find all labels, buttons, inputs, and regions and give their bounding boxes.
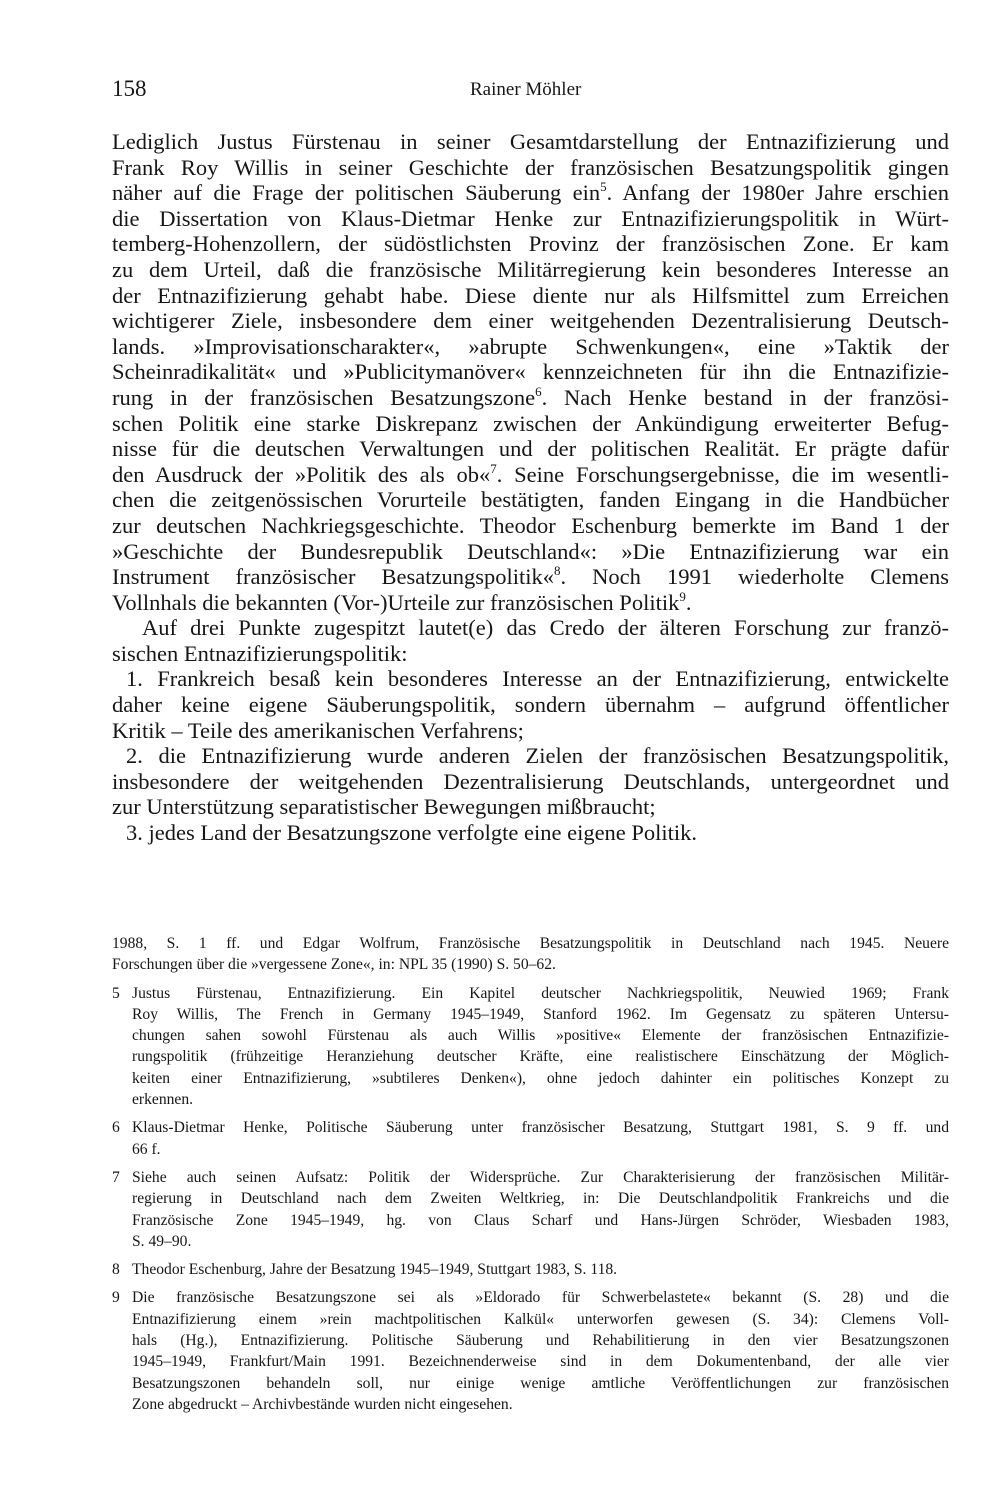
footnote-ref-9[interactable]: 9 [679,588,686,604]
footnote-line: hals (Hg.), Entnazifizierung. Politische Säuberung und Rehabilitierung in den vier Besatzungszonen [132,1332,949,1350]
text-line: näher auf die Frage der politischen Säuberung ein$^5$. Anfang der 1980er Jahre erschien [112,179,949,206]
footnote-line: Französische Zone 1945–1949, hg. von Claus Scharf und Hans-Jürgen Schröder, Wiesbaden 1983, [132,1211,949,1229]
list-item-1: 1. Frankreich besaß kein besonderes Interesse an der Entnazifizierung, entwickelte [126,666,949,692]
text-line: den Ausdruck der »Politik des als ob«$^7$. Seine Forschungsergebnisse, die im wesentli- [112,460,949,487]
running-head: Rainer Möhler [470,79,582,100]
footnote-5: 5 Justus Fürstenau, Entnazifizierung. Ein Kapitel deutscher Nachkriegspolitik, Neuwied 1969; Frank [112,983,949,1004]
text-line: Scheinradikalität« und »Publicitymanöver« kennzeichneten für ihn die Entnazifizie- [112,359,949,385]
text-line: insbesondere der weitgehenden Dezentralisierung Deutschlands, untergeordnet und [112,768,949,794]
footnote-continuation: Forschungen über die »vergessene Zone«, in: NPL 35 (1990) S. 50–62. [112,956,556,974]
text-line: chen die zeitgenössischen Vorurteile bestätigten, fanden Eingang in die Handbücher [112,487,949,513]
footnote-7: 7 Siehe auch seinen Aufsatz: Politik der Widersprüche. Zur Charakterisierung der französischen Militär- [112,1167,949,1188]
text-line: temberg-Hohenzollern, der südöstlichsten Provinz der französischen Zone. Er kam [112,231,949,257]
text-line: lands. »Improvisationscharakter«, »abrupte Schwenkungen«, eine »Taktik der [112,333,949,359]
text-line: rung in der französischen Besatzungszone$^6$. Nach Henke bestand in der französi- [112,383,949,410]
text-line: Vollnhals die bekannten (Vor-)Urteile zur französischen Politik$^9$. [112,588,692,615]
footnote-line: Zone abgedruckt – Archivbestände wurden nicht eingesehen. [132,1395,513,1413]
text-line: Frank Roy Willis in seiner Geschichte der französischen Besatzungspolitik gingen [112,154,949,180]
paragraph-start: Auf drei Punkte zugespitzt lautet(e) das Credo der älteren Forschung zur franzö- [142,615,949,641]
footnote-ref-6[interactable]: 6 [535,383,542,399]
text-line: zu dem Urteil, daß die französische Militärregierung kein besonderes Interesse an [112,256,949,282]
footnote-line: 1945–1949, Frankfurt/Main 1991. Bezeichnenderweise sind in dem Dokumentenband, der alle vier [132,1353,949,1371]
text-line: »Geschichte der Bundesrepublik Deutschland«: »Die Entnazifizierung war ein [112,538,949,564]
footnote-ref-5[interactable]: 5 [600,179,607,195]
page-number: 158 [112,76,147,101]
footnote-number: 9 [112,1289,120,1307]
list-item-2: 2. die Entnazifizierung wurde anderen Zielen der französischen Besatzungspolitik, [126,743,949,769]
footnote-number: 5 [112,984,120,1002]
text-line: zur deutschen Nachkriegsgeschichte. Theodor Eschenburg bemerkte im Band 1 der [112,512,949,538]
footnote-number: 6 [112,1119,120,1137]
footnote-line: Entnazifizierung einem »rein machtpolitischen Kalkül« unterworfen gewesen (S. 34): Clemens Voll- [132,1310,949,1328]
text-line: Instrument französischer Besatzungspolitik«$^8$. Noch 1991 wiederholte Clemens [112,563,949,590]
footnote-line: erkennen. [132,1091,194,1109]
footnote-line: keiten einer Entnazifizierung, »subtileres Denken«), ohne jedoch dahinter ein politisches Konzept zu [132,1069,949,1087]
footnote-line: 66 f. [132,1140,161,1158]
footnote-line: Besatzungszonen behandeln soll, nur einige wenige amtliche Veröffentlichungen zur französischen [132,1374,949,1392]
footnote-number: 8 [112,1261,120,1279]
text-line: daher keine eigene Säuberungspolitik, sondern übernahm – aufgrund öffentlicher [112,692,949,718]
footnote-ref-8[interactable]: 8 [554,563,561,579]
text-line: wichtigerer Ziele, insbesondere dem einer weitgehenden Dezentralisierung Deutsch- [112,308,949,334]
text-line: der Entnazifizierung gehabt habe. Diese diente nur als Hilfsmittel zum Erreichen [112,282,949,308]
main-text [112,129,949,846]
footnote-number: 7 [112,1168,120,1186]
list-item-3: 3. jedes Land der Besatzungszone verfolgte eine eigene Politik. [126,820,698,846]
footnote-line: Roy Willis, The French in Germany 1945–1949, Stanford 1962. Im Gegensatz zu späteren Untersu- [132,1005,949,1023]
footnote-ref-7[interactable]: 7 [490,460,497,476]
footnote-continuation: 1988, S. 1 ff. und Edgar Wolfrum, Französische Besatzungspolitik in Deutschland nach 1945. Neuere [112,935,949,952]
footnote-line: S. 49–90. [132,1232,192,1250]
text-line: die Dissertation von Klaus-Dietmar Henke zur Entnazifizierungspolitik in Würt- [112,205,949,231]
text-line: nisse für die deutschen Verwaltungen und der politischen Realität. Er prägte dafür [112,436,949,462]
text-line: Lediglich Justus Fürstenau in seiner Gesamtdarstellung der Entnazifizierung und [112,129,949,154]
text-line: Kritik – Teile des amerikanischen Verfahrens; [112,717,524,743]
footnote-line: regierung in Deutschland nach dem Zweiten Weltkrieg, in: Die Deutschlandpolitik Frankreichs und die [132,1190,949,1208]
footnote-line: rungspolitik (frühzeitige Heranziehung deutscher Kräfte, eine realistischere Einschätzung der Möglich- [132,1048,949,1066]
footnote-6: 6 Klaus-Dietmar Henke, Politische Säuberung unter französischer Besatzung, Stuttgart 1981, S. 9 ff. und [112,1117,949,1138]
text-line: schen Politik eine starke Diskrepanz zwischen der Ankündigung erweiterter Befug- [112,410,949,436]
page-header [112,76,949,106]
text-line: zur Unterstützung separatistischer Bewegungen mißbraucht; [112,794,656,820]
text-line: sischen Entnazifizierungspolitik: [112,640,408,666]
footnote-8: 8 Theodor Eschenburg, Jahre der Besatzung 1945–1949, Stuttgart 1983, S. 118. [112,1259,949,1280]
footnotes [112,933,949,1415]
footnote-line: chungen sahen sowohl Fürstenau als auch Willis »positive« Elemente der französischen Entnazifizie- [132,1027,949,1045]
footnote-9: 9 Die französische Besatzungszone sei als »Eldorado für Schwerbelastete« bekannt (S. 28) und die [112,1287,949,1308]
